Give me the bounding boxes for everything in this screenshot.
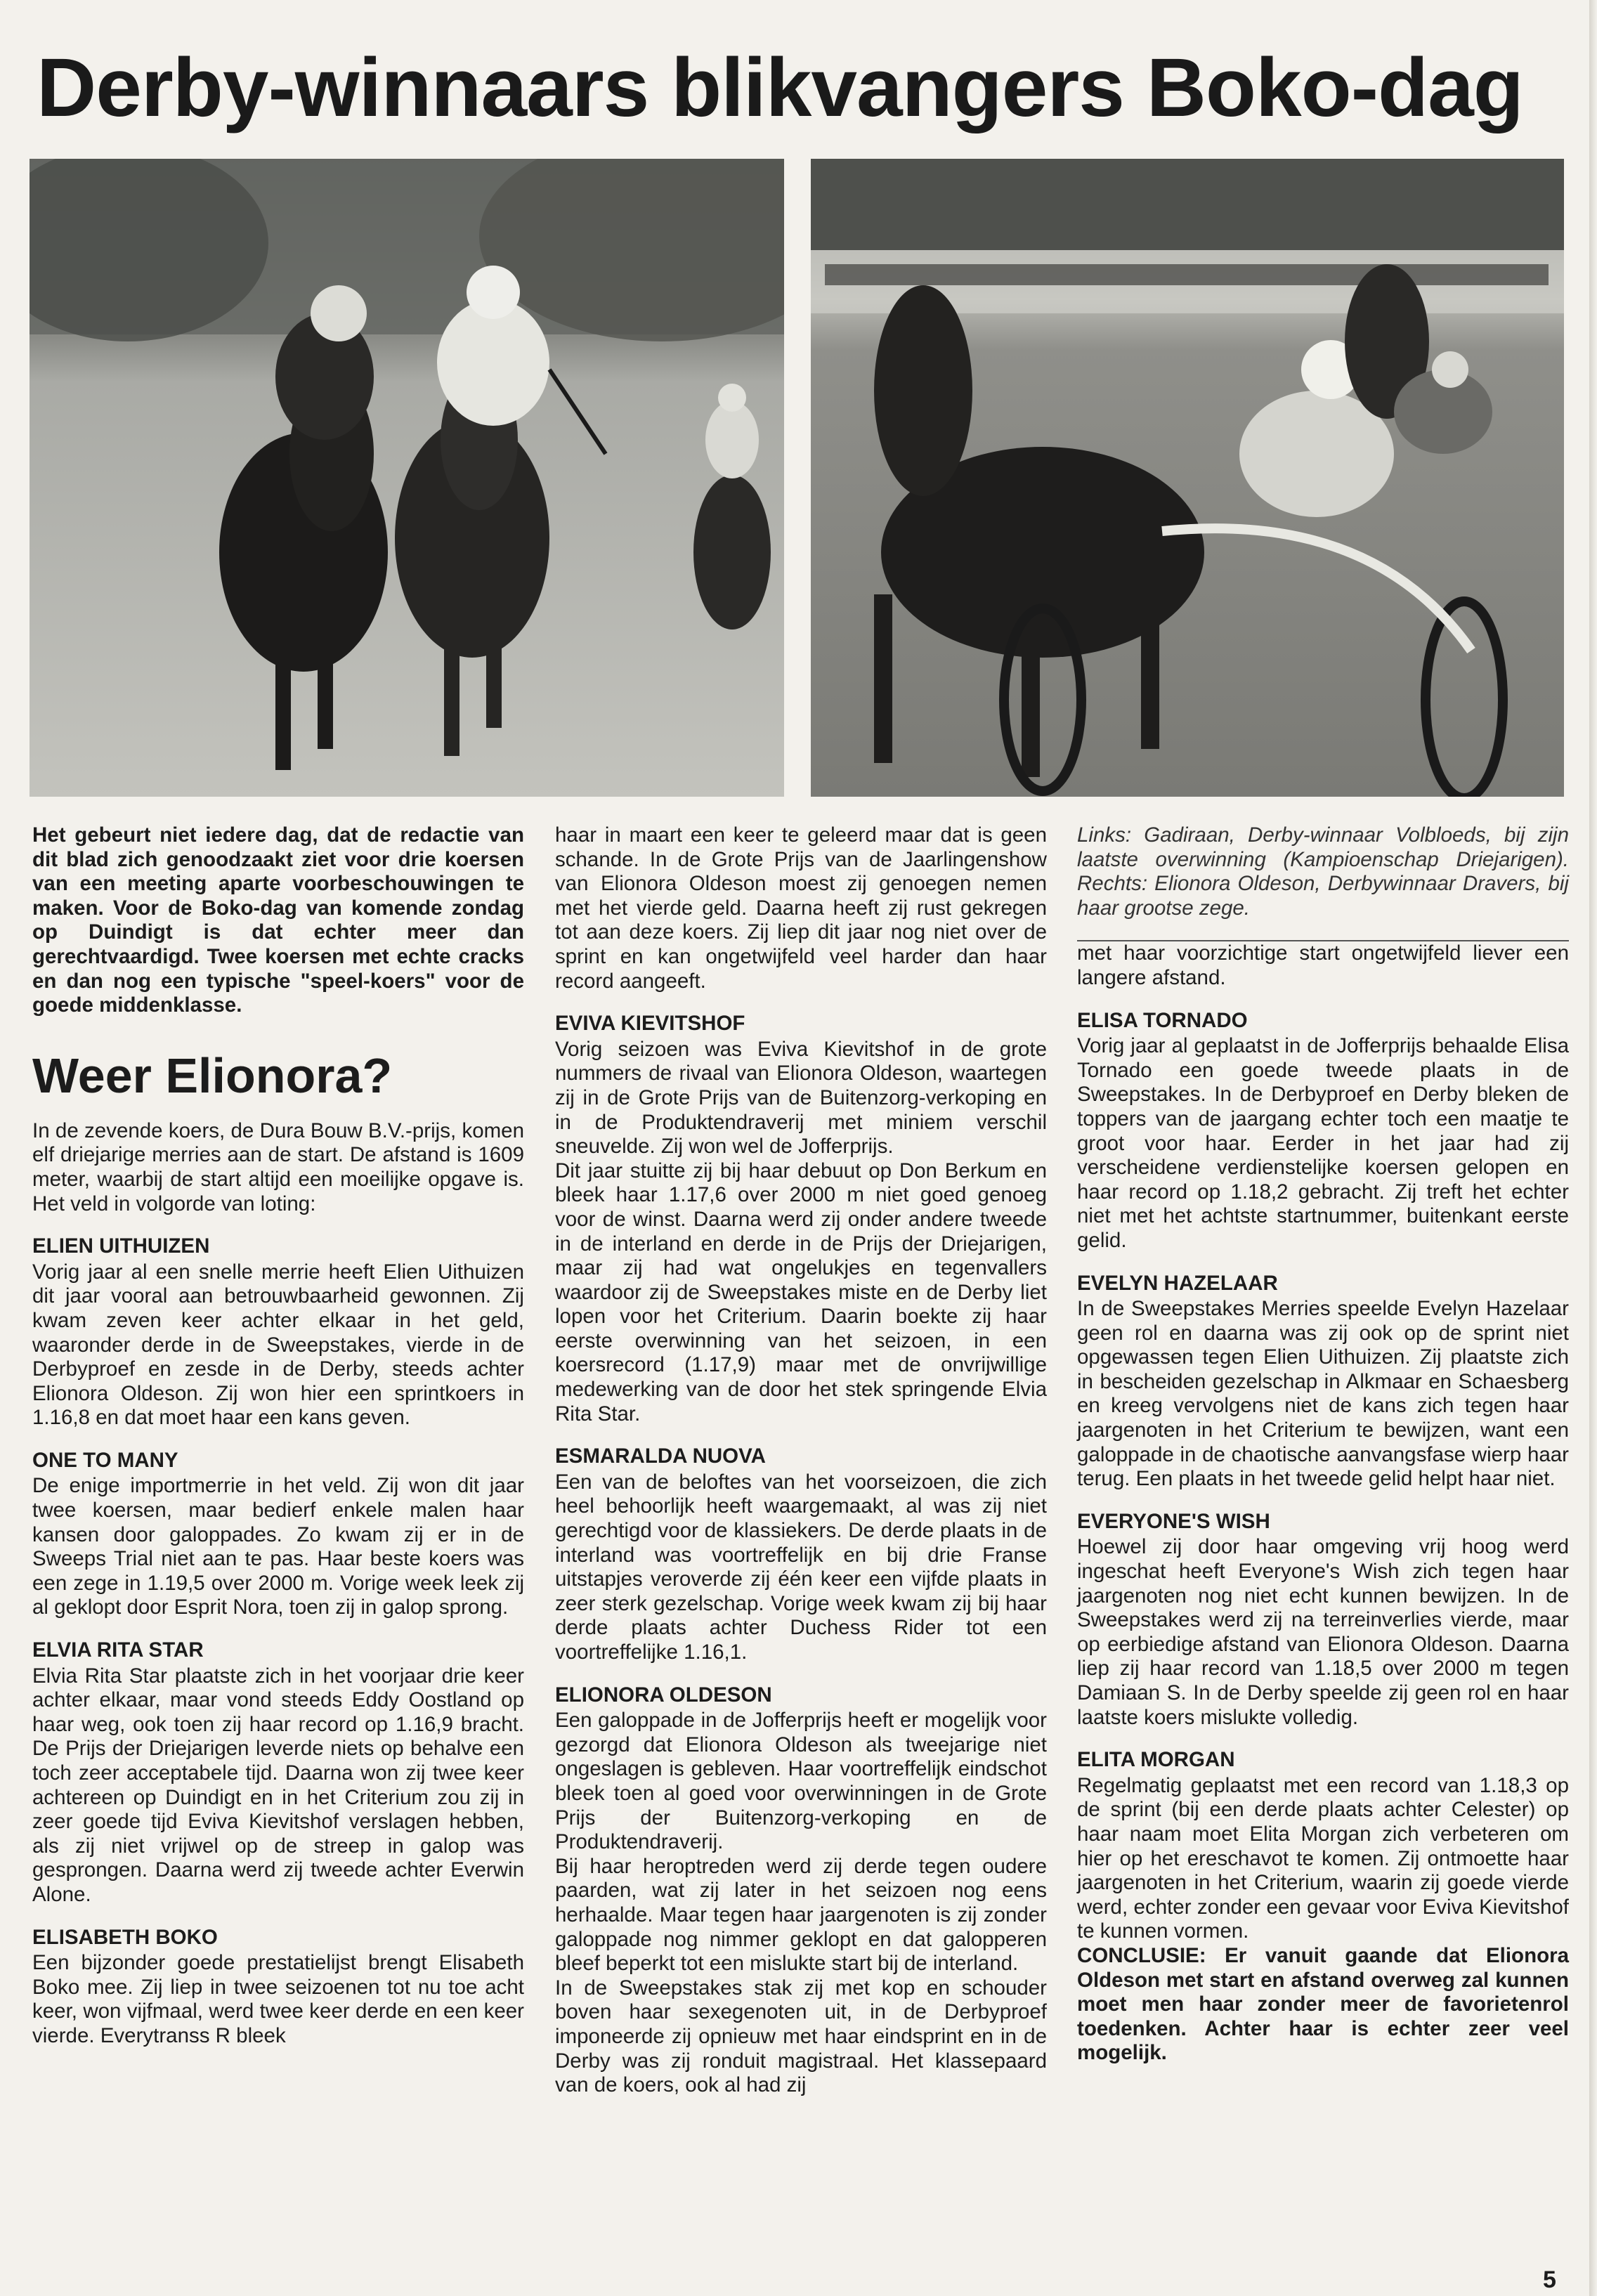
column-1 bbox=[32, 823, 524, 2049]
photo-caption: Links: Gadiraan, Derby-winnaar Volbloeds, bij zijn laatste overwinning (Kampioenschap Driejarigen). Rechts: Elionora Oldeson, Derbywinnaar Dravers, bij haar grootse zege. bbox=[1077, 823, 1569, 941]
horse-heading: ESMARALDA NUOVA bbox=[555, 1444, 766, 1468]
photo-gallop-race bbox=[30, 159, 784, 797]
conclusion-paragraph bbox=[1077, 1944, 1569, 2066]
horse-paragraph: Een van de beloftes van het voorseizoen, die zich heel behoorlijk heeft waargemaakt, al was zij niet gerechtigd voor de klassiekers. De derde plaats in de interland was voortreffelijk en bij drie Franse uitstapjes veroverde zij één keer een vijfde plaats in zeer sterk gezelschap. Vorige week kwam zij bij haar derde plaats achter Duchess Rider tot een voortreffelijke 1.16,1. bbox=[555, 1470, 1047, 1664]
horse-paragraph: Vorig jaar al geplaatst in de Jofferprijs behaalde Elisa Tornado een goede tweede plaats in de Sweepstakes. In de Derbyproef en Derby bleken de toppers van de jaargang echter toch een maatje te groot voor haar. Eerder in het jaar had zij verscheidene verdienstelijke koersen gelopen en haar record op 1.18,2 gebracht. Zij treft het echter niet met het achtste startnummer, buitenkant eerste gelid. bbox=[1077, 1034, 1569, 1252]
photo-trotting-race bbox=[811, 159, 1564, 797]
horse-paragraph: In de Sweepstakes Merries speelde Evelyn Hazelaar geen rol en daarna was zij ook op de sprint niet opgewassen tegen Elien Uithuizen. Zij plaatste zich in bescheiden gezelschap in Alkmaar en Schaesberg en kreeg vervolgens niet de kans zich tegen haar jaargenoten in het Criterium te bewijzen, want een galoppade in de chaotische aanvangsfase wierp haar terug. Een plaats in het tweede gelid helpt haar niet. bbox=[1077, 1297, 1569, 1491]
gallop-race-image bbox=[30, 159, 784, 797]
horse-paragraph: De enige importmerrie in het veld. Zij won dit jaar twee koersen, maar bedierf enkele malen haar kansen door galoppades. Zo kwam zij er in de Sweeps Trial niet aan te pas. Haar beste koers was een zege in 1.19,5 over 2000 m. Vorige week leek zij al geklopt door Esprit Nora, toen zij in galop sprong. bbox=[32, 1474, 524, 1619]
conclusion-text: Er vanuit gaande dat Elionora Oldeson met start en afstand overweg zal kunnen moet men haar zonder meer de favorietenrol toedenken. Achter haar is echter zeer veel mogelijk. bbox=[1077, 1943, 1569, 2065]
horse-paragraph: Bij haar heroptreden werd zij derde tegen oudere paarden, wat zij later in het seizoen nog eens herhaalde. Maar tegen haar jaargenoten is zij zonder galoppade nog nimmer geklopt en dat galopperen bleef beperkt tot een mislukte start bij de interland. bbox=[555, 1854, 1047, 1976]
continued-paragraph: met haar voorzichtige start ongetwijfeld liever een langere afstand. bbox=[1077, 941, 1569, 989]
page-number: 5 bbox=[1543, 2266, 1556, 2293]
horse-heading: EVELYN HAZELAAR bbox=[1077, 1271, 1278, 1295]
trotting-race-image bbox=[811, 159, 1564, 797]
intro-paragraph: In de zevende koers, de Dura Bouw B.V.-prijs, komen elf driejarige merries aan de start. De afstand is 1609 meter, waarbij de start altijd een moeilijke opgave is. Het veld in volgorde van loting: bbox=[32, 1118, 524, 1215]
horse-heading: ONE TO MANY bbox=[32, 1448, 178, 1472]
horse-heading: ELIONORA OLDESON bbox=[555, 1683, 772, 1707]
subheading: Weer Elionora? bbox=[32, 1048, 393, 1103]
page-fold-shadow bbox=[1589, 0, 1597, 2296]
headline: Derby-winnaars blikvangers Boko-dag bbox=[37, 41, 1523, 134]
horse-paragraph: Een galoppade in de Jofferprijs heeft er mogelijk voor gezorgd dat Elionora Oldeson als tweejarige niet ongeslagen is gebleven. Haar voortreffelijk eindschot bleek toen al goed voor overwinningen in de Grote Prijs der Buitenzorg-verkoping en de Produktendraverij. bbox=[555, 1709, 1047, 1854]
horse-heading: ELISA TORNADO bbox=[1077, 1008, 1248, 1032]
horse-paragraph: Dit jaar stuitte zij bij haar debuut op Don Berkum en bleek haar 1.17,6 over 2000 m niet goed genoeg voor de winst. Daarna werd zij onder andere tweede in de interland en derde in de Prijs der Driejarigen, maar zij had wat ongelukjes en tegenvallers waardoor zij de Sweepstakes miste en de Derby liet lopen voor het Criterium. Daarin boekte zij haar eerste overwinning van het seizoen, in een koersrecord (1.17,9) maar met de onvrijwillige medewerking van de door het stek springende Elvia Rita Star. bbox=[555, 1159, 1047, 1426]
horse-paragraph: Regelmatig geplaatst met een record van 1.18,3 op de sprint (bij een derde plaats achter Celester) op haar naam moet Elita Morgan zich verbeteren om hier op het ereschavot te komen. Zij ontmoette haar jaargenoten in het Criterium, waarin zij goede vierde werd, echter zonder een gevaar voor Eviva Kievitshof te kunnen vormen. bbox=[1077, 1773, 1569, 1943]
horse-paragraph: Hoewel zij door haar omgeving vrij hoog werd ingeschat heeft Everyone's Wish zich tegen haar jaargenoten nog niet echt kunnen bewijzen. In de Sweepstakes werd zij na terreinverlies vierde, maar op eerbiedige afstand van Elionora Oldeson. Daarna liep zij haar record van 1.18,5 over 2000 m tegen Damiaan S. In de Derby speelde zij geen rol en haar laatste koers mislukte volledig. bbox=[1077, 1535, 1569, 1729]
horse-paragraph: Een bijzonder goede prestatielijst brengt Elisabeth Boko mee. Zij liep in twee seizoenen tot nu toe acht keer, won vijfmaal, werd twee keer derde en een keer vierde. Everytranss R bleek bbox=[32, 1951, 524, 2047]
horse-heading: ELISABETH BOKO bbox=[32, 1925, 218, 1949]
column-3 bbox=[1077, 823, 1569, 2066]
conclusion-label: CONCLUSIE: bbox=[1077, 1943, 1206, 1967]
horse-paragraph: Vorig seizoen was Eviva Kievitshof in de grote nummers de rivaal van Elionora Oldeson, waartegen zij in de Grote Prijs van de Buitenzorg-verkoping en in de Produktendraverij met miniem verschil sneuvelde. Zij won wel de Jofferprijs. bbox=[555, 1037, 1047, 1159]
horse-heading: ELITA MORGAN bbox=[1077, 1748, 1235, 1772]
horse-paragraph: Elvia Rita Star plaatste zich in het voorjaar drie keer achter elkaar, maar vond steeds Eddy Oostland op haar weg, ook toen zij haar record op 1.16,9 bracht. De Prijs der Driejarigen leverde niets op behalve een toch zeer acceptabele tijd. Daarna won zij twee keer achtereen op Duindigt en in het Criterium zou zij in zeer goede tijd Eviva Kievitshof verslagen hebben, als zij niet vrijwel op de streep in galop was gesprongen. Daarna werd zij tweede achter Everwin Alone. bbox=[32, 1664, 524, 1906]
horse-paragraph: In de Sweepstakes stak zij met kop en schouder boven haar sexegenoten uit, in de Derbyproef imponeerde zij opnieuw met haar eindsprint en in de Derby was zij ronduit magistraal. Het klassepaard van de koers, ook al had zij bbox=[555, 1976, 1047, 2097]
horse-heading: ELVIA RITA STAR bbox=[32, 1638, 204, 1662]
horse-heading: ELIEN UITHUIZEN bbox=[32, 1234, 210, 1258]
lead-paragraph: Het gebeurt niet iedere dag, dat de redactie van dit blad zich genoodzaakt ziet voor drie koersen van een meeting aparte voorbeschouwingen te maken. Voor de Boko-dag van komende zondag op Duindigt is dat echter meer dan gerechtvaardigd. Twee koersen met echte cracks en dan nog een typische "speel-koers" voor de goede middenklasse. bbox=[32, 823, 524, 1017]
horse-heading: EVERYONE'S WISH bbox=[1077, 1509, 1270, 1533]
horse-heading: EVIVA KIEVITSHOF bbox=[555, 1012, 745, 1036]
column-2 bbox=[555, 823, 1047, 2098]
continued-paragraph: haar in maart een keer te geleerd maar dat is geen schande. In de Grote Prijs van de Jaarlingenshow van Elionora Oldeson moest zij genoegen nemen met het vierde geld. Daarna heeft zij rust gekregen tot aan deze koers. Zij liep dit jaar nog niet over de sprint en kan ongetwijfeld veel harder dan haar record aangeeft. bbox=[555, 823, 1047, 993]
horse-paragraph: Vorig jaar al een snelle merrie heeft Elien Uithuizen dit jaar vooral aan betrouwbaarheid gewonnen. Zij kwam zeven keer achter elkaar in het geld, waaronder derde in de Sweepstakes, vierde in de Derbyproef en zesde in de Derby, steeds achter Elionora Oldeson. Zij won hier een sprintkoers in 1.16,8 en dat moet haar een kans geven. bbox=[32, 1260, 524, 1430]
